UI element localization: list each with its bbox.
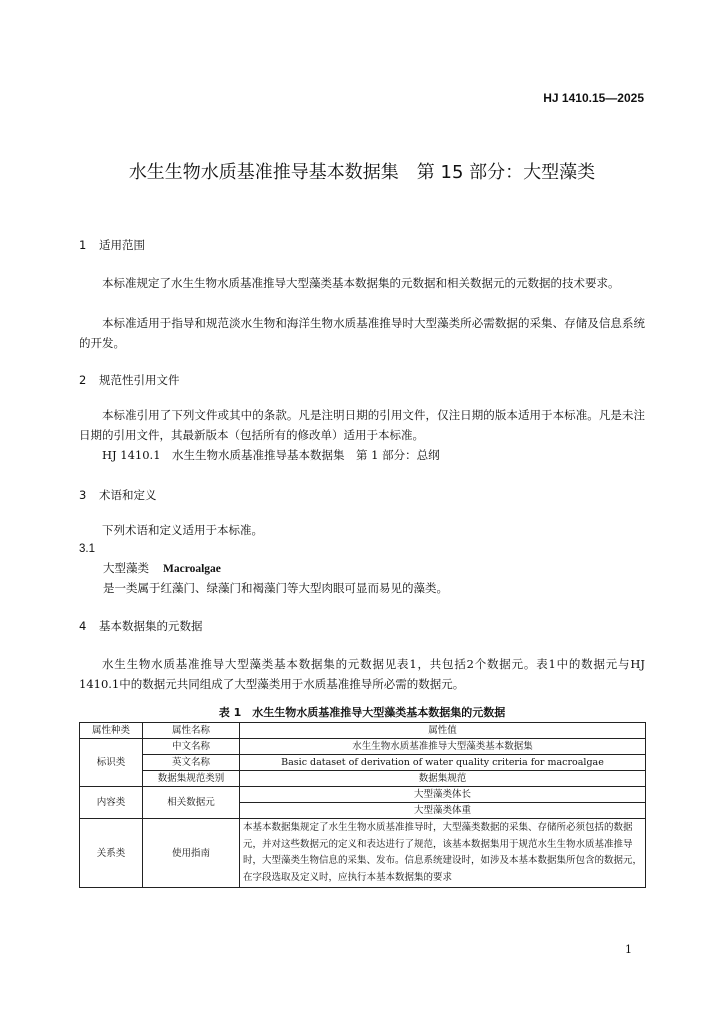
group-identification: 标识类: [80, 739, 143, 787]
table-row: [80, 739, 646, 755]
table-caption: 表 1 水生生物水质基准推导大型藻类基本数据集的元数据: [218, 706, 506, 719]
section-3-paragraph-1: 下列术语和定义适用于本标准。: [102, 523, 263, 537]
table-header-cell: 属性值: [240, 723, 646, 739]
group-content: 内容类: [80, 787, 143, 819]
table-header-cell: 属性种类: [80, 723, 143, 739]
section-1-paragraph-1: 本标准规定了水生生物水质基准推导大型藻类基本数据集的元数据和相关数据元的元数据的技术要求。: [102, 276, 620, 290]
attribute-value: 数据集规范: [240, 771, 646, 787]
term-definition: 是一类属于红藻门、绿藻门和褐藻门等大型肉眼可显而易见的藻类。: [103, 581, 448, 595]
attribute-name: 相关数据元: [143, 787, 240, 819]
section-2-paragraph-1: 本标准引用了下列文件或其中的条款。凡是注明日期的引用文件，仅注日期的版本适用于本标准。凡是未注日期的引用文件，其最新版本（包括所有的修改单）适用于本标准。: [79, 408, 645, 442]
term-name: [103, 560, 221, 576]
section-1-heading: [79, 237, 145, 253]
section-4-heading: [79, 618, 203, 634]
term-id: 3.1: [79, 543, 95, 555]
standard-code: HJ 1410.15—2025: [543, 91, 644, 105]
term-zh: 大型藻类: [103, 561, 149, 575]
attribute-name: 英文名称: [143, 755, 240, 771]
page-number: 1: [625, 943, 632, 956]
attribute-value: Basic dataset of derivation of water quality criteria for macroalgae: [240, 755, 646, 771]
normative-reference: HJ 1410.1 水生生物水质基准推导基本数据集 第 1 部分：总纲: [102, 448, 440, 462]
table-row: [80, 755, 646, 771]
section-number: 4: [79, 619, 87, 633]
attribute-value: 大型藻类体重: [240, 803, 646, 819]
section-number: 1: [79, 238, 87, 252]
attribute-name: 中文名称: [143, 739, 240, 755]
section-4-paragraph-1: 水生生物水质基准推导大型藻类基本数据集的元数据见表1，共包括2个数据元。表1中的数据元与HJ 1410.1中的数据元共同组成了大型藻类用于水质基准推导所必需的数据元。: [79, 657, 645, 691]
table-row: [80, 819, 646, 888]
attribute-name: 使用指南: [143, 819, 240, 888]
document-title: 水生生物水质基准推导基本数据集 第 15 部分：大型藻类: [128, 162, 596, 183]
table-header-row: [80, 723, 646, 739]
attribute-value: 大型藻类体长: [240, 787, 646, 803]
metadata-table: [79, 722, 646, 888]
section-2-heading: [79, 372, 180, 388]
section-title: 规范性引用文件: [99, 373, 180, 387]
term-en: Macroalgae: [163, 563, 221, 575]
table-row: [80, 787, 646, 803]
section-title: 适用范围: [99, 238, 145, 252]
attribute-value: 水生生物水质基准推导大型藻类基本数据集: [240, 739, 646, 755]
attribute-name: 数据集规范类别: [143, 771, 240, 787]
section-number: 3: [79, 488, 87, 502]
section-title: 基本数据集的元数据: [99, 619, 203, 633]
section-number: 2: [79, 373, 87, 387]
section-1-paragraph-2: 本标准适用于指导和规范淡水生物和海洋生物水质基准推导时大型藻类所必需数据的采集、存储及信息系统的开发。: [79, 316, 645, 350]
section-3-heading: [79, 487, 157, 503]
table-row: [80, 771, 646, 787]
table-header-cell: 属性名称: [143, 723, 240, 739]
section-title: 术语和定义: [99, 488, 157, 502]
group-relation: 关系类: [80, 819, 143, 888]
attribute-value: 本基本数据集规定了水生生物水质基准推导时，大型藻类数据的采集、存储所必须包括的数据元，并对这些数据元的定义和表达进行了规范，该基本数据集用于规范水生生物水质基准推导时，大型藻类生物信息的采集、发布。信息系统建设时，如涉及本基本数据集所包含的数据元，在字段选取及定义时，应执行本基本数据集的要求: [240, 819, 646, 888]
